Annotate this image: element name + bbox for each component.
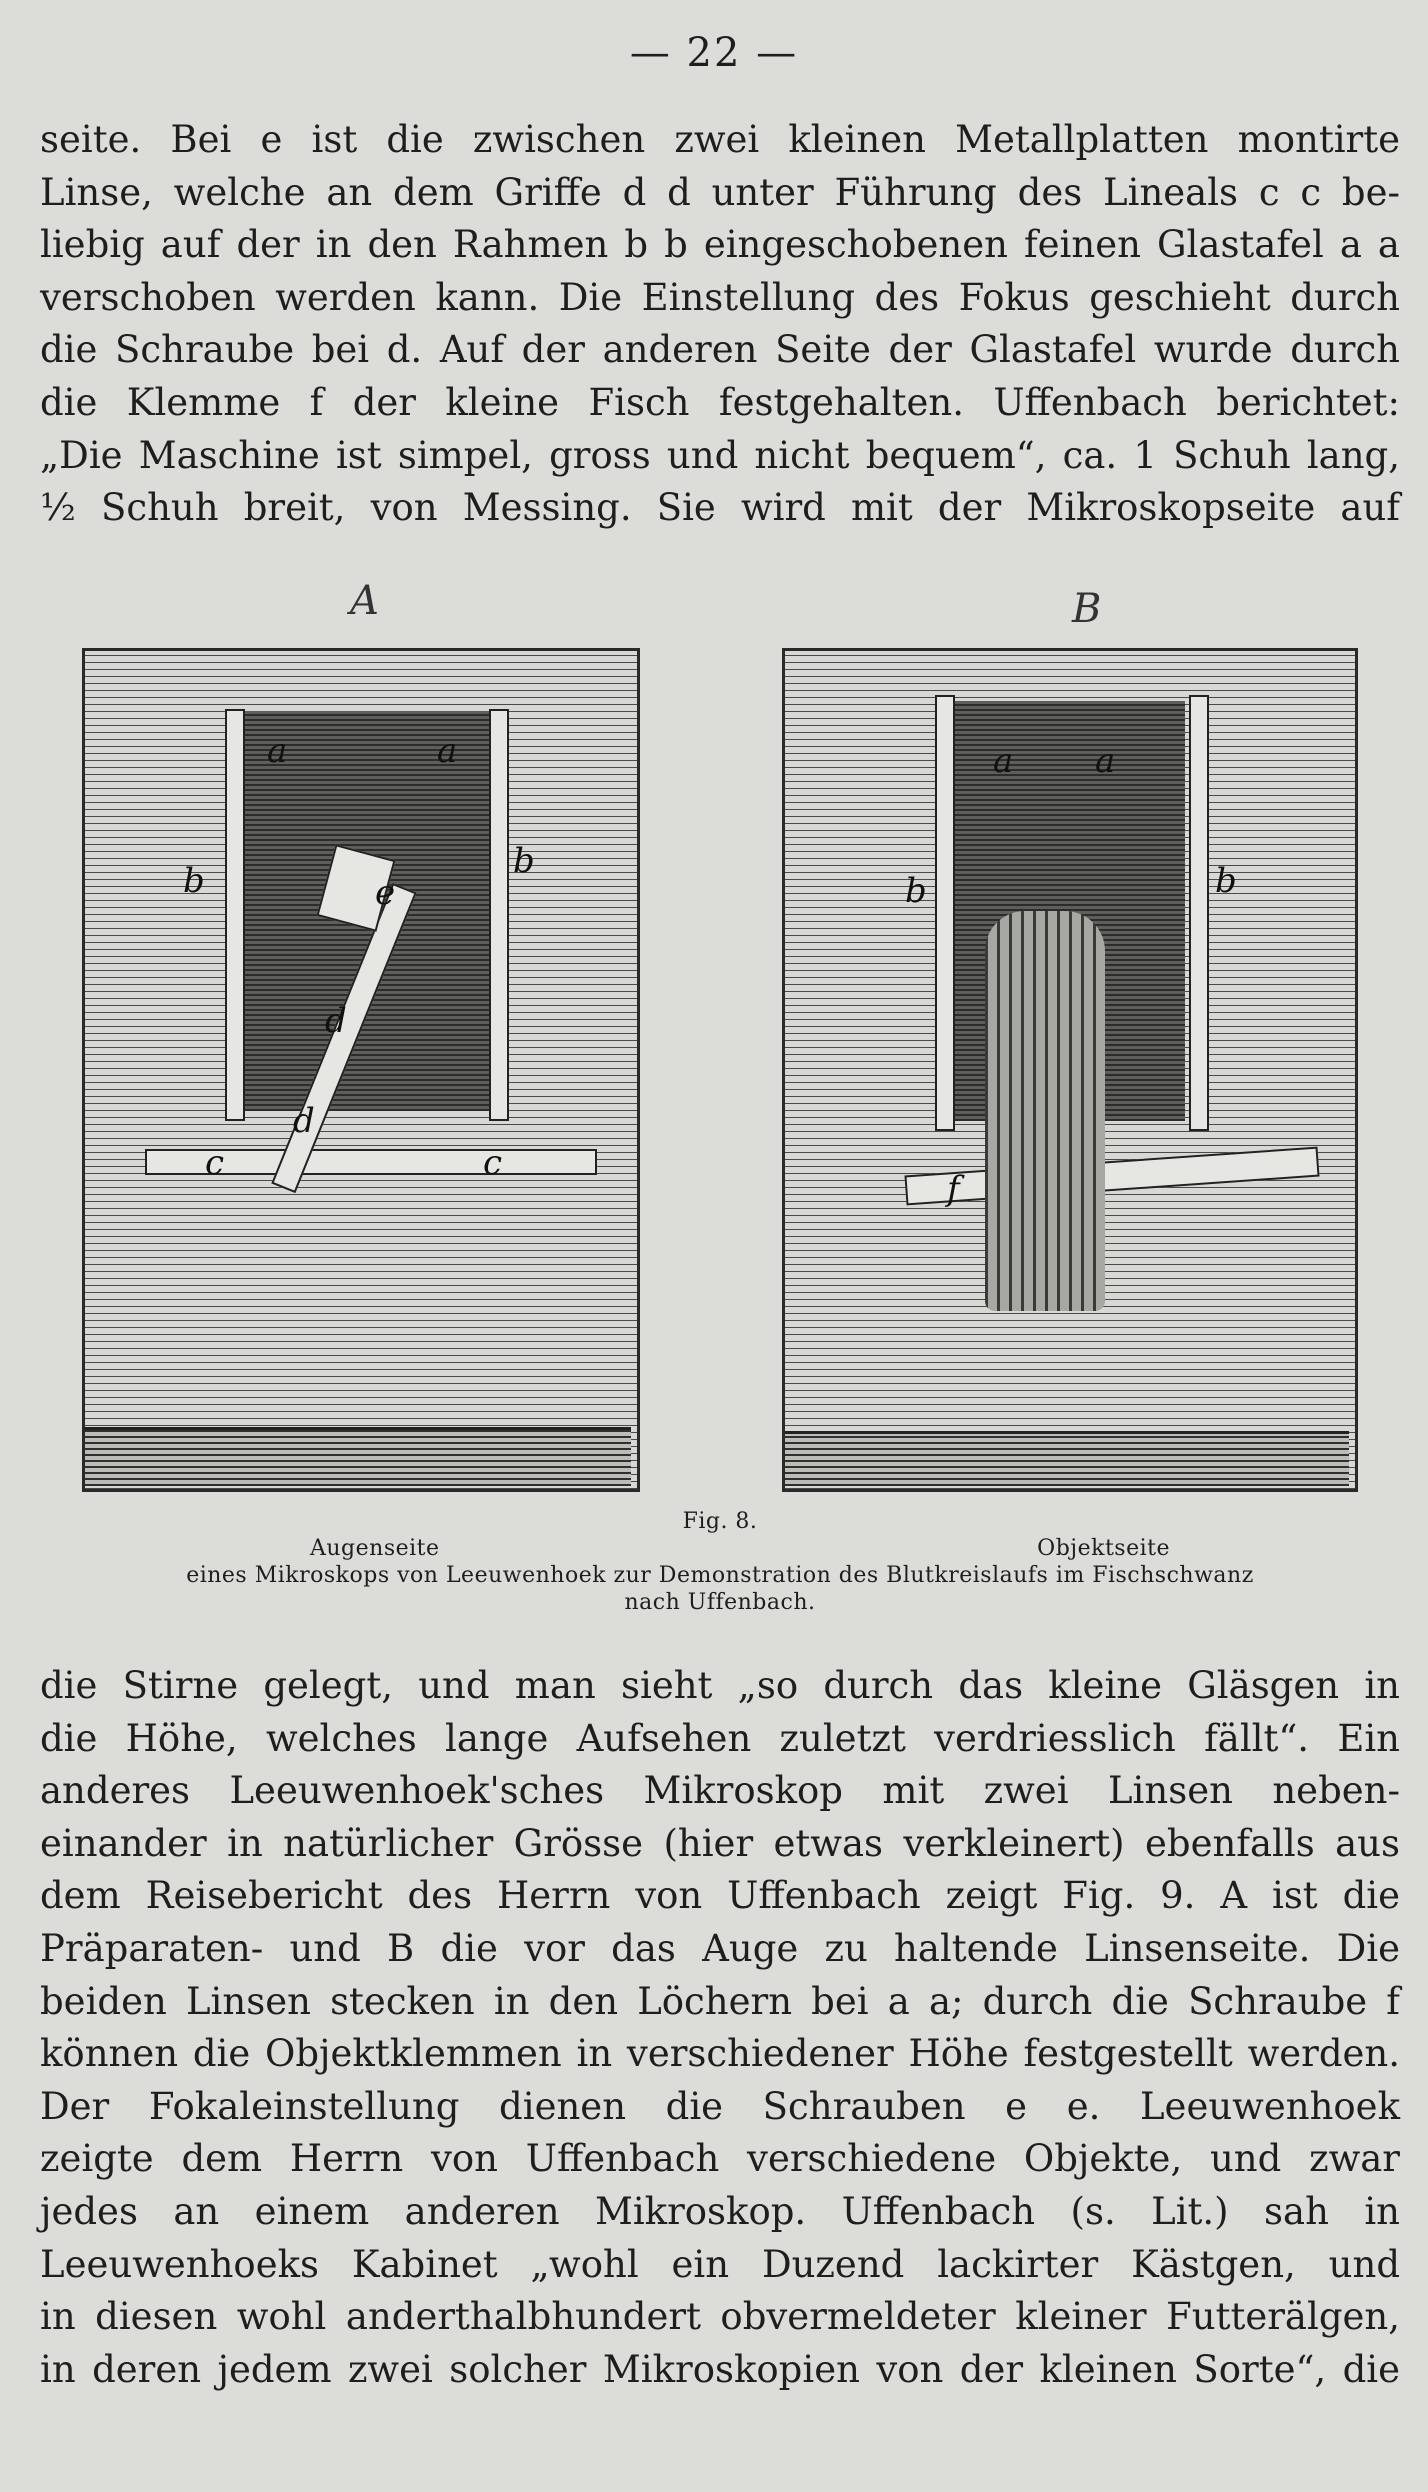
paragraph-1: [40, 114, 1400, 535]
figure-caption: [40, 1508, 1400, 1616]
mark-a: a: [993, 741, 1014, 781]
text-line: in deren jedem zwei solcher Mikroskopien von der kleinen Sorte“, die: [40, 2347, 1400, 2391]
text-line: die Stirne gelegt, und man sieht „so durch das kleine Gläsgen in: [40, 1664, 1400, 1707]
mark-a: a: [1095, 741, 1116, 781]
caption-object-side: Objektseite: [1037, 1536, 1170, 1561]
mark-a: a: [437, 731, 458, 771]
text-line: in diesen wohl anderthalbhundert obvermeldeter kleiner Futterälgen,: [40, 2295, 1400, 2339]
fish-tail: [985, 911, 1105, 1311]
frame-rail-left: [935, 695, 955, 1131]
text-line: „Die Maschine ist simpel, gross und nicht bequem“, ca. 1 Schuh lang,: [40, 433, 1400, 477]
text-line: dem Reisebericht des Herrn von Uffenbach zeigt Fig. 9. A ist die: [40, 1874, 1400, 1918]
text-line: einander in natürlicher Grösse (hier etwas verkleinert) ebenfalls aus: [40, 1821, 1400, 1865]
mark-d: d: [293, 1101, 315, 1141]
mark-e: e: [375, 873, 396, 913]
microscope-illustration-eye-side: [82, 648, 640, 1492]
caption-eye-side: Augenseite: [310, 1536, 440, 1561]
mark-a: a: [267, 731, 288, 771]
text-line: ½ Schuh breit, von Messing. Sie wird mit der Mikroskopseite auf: [40, 486, 1400, 530]
mark-b: b: [513, 841, 535, 881]
text-line: Präparaten- und B die vor das Auge zu haltende Linsenseite. Die: [40, 1926, 1400, 1970]
mark-c: c: [483, 1143, 503, 1183]
text-line: seite. Bei e ist die zwischen zwei kleinen Metallplatten montirte: [40, 118, 1400, 161]
microscope-illustration-object-side: [782, 648, 1358, 1492]
frame-rail-right: [489, 709, 509, 1121]
text-line: die Schraube bei d. Auf der anderen Seite der Glastafel wurde durch: [40, 328, 1400, 372]
figure-number: Fig. 8.: [682, 1509, 758, 1534]
text-line: liebig auf der in den Rahmen b b eingeschobenen feinen Glastafel a a: [40, 223, 1400, 267]
frame-rail-right: [1189, 695, 1209, 1131]
text-line: können die Objektklemmen in verschiedener Höhe festgestellt werden.: [40, 2032, 1400, 2076]
mark-b: b: [905, 871, 927, 911]
text-line: die Höhe, welches lange Aufsehen zuletzt verdriesslich fällt“. Ein: [40, 1716, 1400, 1760]
figure-label-b: B: [1072, 586, 1102, 632]
text-line: Leeuwenhoeks Kabinet „wohl ein Duzend lackirter Kästgen, und: [40, 2242, 1400, 2286]
text-line: zeigte dem Herrn von Uffenbach verschiedene Objekte, und zwar: [40, 2137, 1400, 2181]
text-line: beiden Linsen stecken in den Löchern bei a a; durch die Schraube f: [40, 1979, 1400, 2023]
text-line: die Klemme f der kleine Fisch festgehalten. Uffenbach berichtet:: [40, 380, 1400, 424]
text-line: verschoben werden kann. Die Einstellung des Fokus geschieht durch: [40, 275, 1400, 319]
figure-label-a: A: [350, 578, 379, 624]
page-number: — 22 —: [629, 30, 799, 76]
mark-c: c: [205, 1143, 225, 1183]
caption-description-2: nach Uffenbach.: [624, 1590, 816, 1615]
mark-b: b: [183, 861, 205, 901]
caption-description: eines Mikroskops von Leeuwenhoek zur Demonstration des Blutkreislaufs im Fischschwanz: [186, 1563, 1254, 1588]
text-line: anderes Leeuwenhoek'sches Mikroskop mit zwei Linsen neben-: [40, 1769, 1400, 1813]
mark-d: d: [325, 1001, 347, 1041]
clamp-f: [904, 1147, 1319, 1206]
mark-b: b: [1215, 861, 1237, 901]
text-line: Der Fokaleinstellung dienen die Schrauben e e. Leeuwenhoek: [40, 2084, 1400, 2128]
text-line: jedes an einem anderen Mikroskop. Uffenbach (s. Lit.) sah in: [40, 2189, 1400, 2233]
text-line: Linse, welche an dem Griffe d d unter Führung des Lineals c c be-: [40, 170, 1400, 214]
mark-f: f: [947, 1169, 960, 1209]
base-plate: [785, 1431, 1349, 1486]
paragraph-2: [40, 1660, 1400, 2396]
base-plate: [85, 1427, 631, 1486]
frame-rail-left: [225, 709, 245, 1121]
